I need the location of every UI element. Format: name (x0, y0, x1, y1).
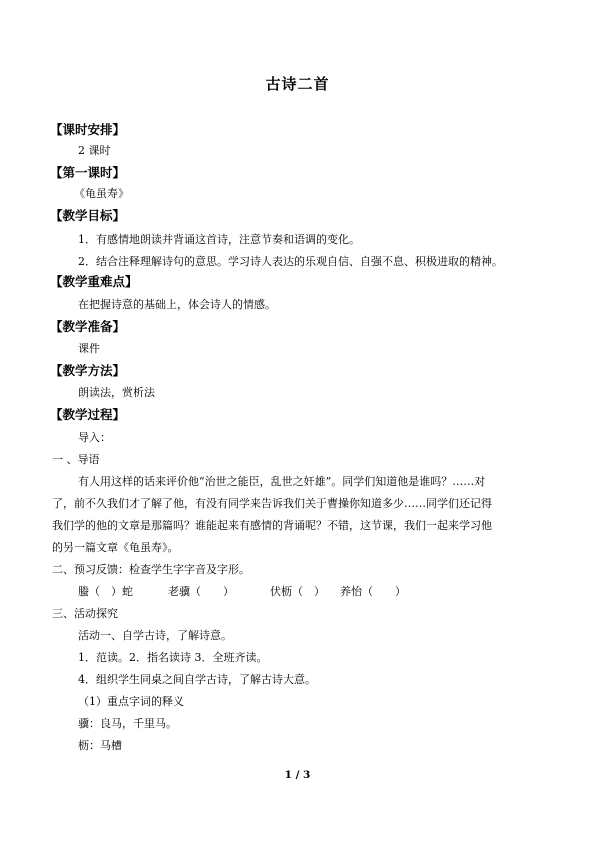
key-points-text: 在把握诗意的基础上，体会诗人的情感。 (78, 298, 276, 311)
step3-heading: 三、活动探究 (52, 607, 118, 620)
first-lesson-text: 《龟虽寿》 (74, 187, 129, 200)
goals-heading: 【教学目标】 (50, 208, 126, 223)
goal-1: 1．有感情地朗读并背诵这首诗，注意节奏和语调的变化。 (78, 233, 360, 246)
key-word-1: 骥：良马，千里马。 (78, 717, 177, 730)
step1-paragraph-line: 我们学的他的文章是那篇吗？谁能起来有感情的背诵呢？不错，这节课，我们一起来学习他 (52, 519, 492, 532)
step2-word: 老骥（ ） (168, 585, 234, 598)
page-title: 古诗二首 (265, 75, 330, 93)
step2-heading: 二、预习反馈：检查学生字字音及字形。 (52, 563, 250, 576)
method-heading: 【教学方法】 (50, 363, 126, 378)
prep-heading: 【教学准备】 (50, 319, 126, 334)
key-points-heading: 【教学重难点】 (50, 274, 138, 289)
step1-paragraph-line: 的另一篇文章《龟虽寿》。 (52, 541, 179, 554)
step1-paragraph-line: 了，前不久我们才了解了他，有没有同学来告诉我们关于曹操你知道多少……同学们还记得 (52, 497, 492, 510)
schedule-text: 2 课时 (78, 144, 111, 157)
key-words-heading: （1）重点字词的释义 (78, 695, 184, 708)
step2-word: 养怡（ ） (340, 585, 406, 598)
method-text: 朗读法，赏析法 (78, 386, 155, 399)
activity1-step1: 1．范读。2．指名读诗 3．全班齐读。 (78, 651, 268, 664)
step2-word: 伏枥（ ） (270, 585, 325, 598)
first-lesson-heading: 【第一课时】 (50, 165, 126, 180)
goal-2: 2．结合注释理解诗句的意思。学习诗人表达的乐观自信、自强不息、积极进取的精神。 (78, 255, 503, 268)
activity1-title: 活动一、自学古诗，了解诗意。 (78, 629, 232, 642)
activity1-step4: 4．组织学生同桌之间自学古诗，了解古诗大意。 (78, 673, 316, 686)
prep-text: 课件 (78, 342, 100, 355)
schedule-heading: 【课时安排】 (50, 122, 126, 137)
step1-paragraph-line: 有人用这样的话来评价他“治世之能臣，乱世之奸雄”。同学们知道他是谁吗？……对 (78, 475, 486, 488)
step1-heading: 一 、导语 (52, 453, 100, 466)
key-word-2: 枥：马槽 (78, 739, 122, 752)
page-number: 1 / 3 (284, 769, 311, 781)
process-intro: 导入： (78, 431, 111, 444)
step2-word: 螣（ ）蛇 (78, 585, 133, 598)
process-heading: 【教学过程】 (50, 407, 126, 422)
